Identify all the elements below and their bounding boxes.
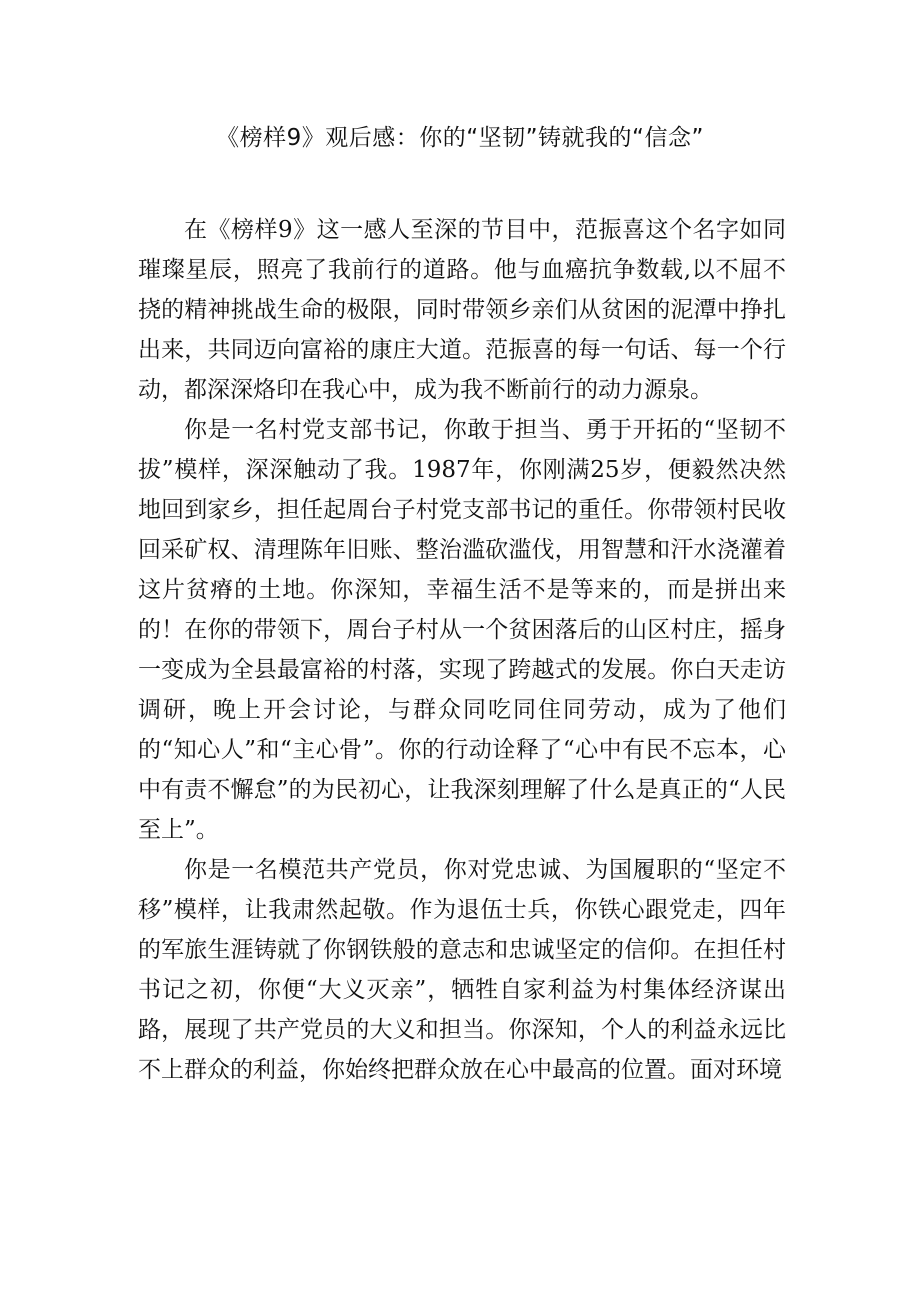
paragraph-intro: 在《榜样9》这一感人至深的节目中，范振喜这个名字如同璀璨星辰，照亮了我前行的道路。他与血癌抗争数载,以不屈不挠的精神挑战生命的极限，同时带领乡亲们从贫困的泥潭中挣扎出来，共同迈向富裕的康庄大道。范振喜的每一句话、每一个行动，都深深烙印在我心中，成为我不断前行的动力源泉。 — [138, 217, 786, 403]
article-body — [138, 210, 786, 1130]
page-title: 《榜样9》观后感：你的“坚韧”铸就我的“信念” — [216, 125, 704, 151]
paragraph-party-secretary: 你是一名村党支部书记，你敢于担当、勇于开拓的“坚韧不拔”模样，深深触动了我。1987年，你刚满25岁，便毅然决然地回到家乡，担任起周台子村党支部书记的重任。你带领村民收回采矿权、清理陈年旧账、整治滥砍滥伐，用智慧和汗水浇灌着这片贫瘠的土地。你深知，幸福生活不是等来的，而是拼出来的！在你的带领下，周台子村从一个贫困落后的山区村庄，摇身一变成为全县最富裕的村落，实现了跨越式的发展。你白天走访调研，晚上开会讨论，与群众同吃同住同劳动，成为了他们的“知心人”和“主心骨”。你的行动诠释了“心中有民不忘本，心中有责不懈怠”的为民初心，让我深刻理解了什么是真正的“人民至上”。 — [138, 417, 786, 843]
paragraph-party-member: 你是一名模范共产党员，你对党忠诚、为国履职的“坚定不移”模样，让我肃然起敬。作为退伍士兵，你铁心跟党走，四年的军旅生涯铸就了你钢铁般的意志和忠诚坚定的信仰。在担任村书记之初，你便“大义灭亲”，牺牲自家利益为村集体经济谋出路，展现了共产党员的大义和担当。你深知，个人的利益永远比不上群众的利益，你始终把群众放在心中最高的位置。面对环境 — [138, 857, 786, 1083]
